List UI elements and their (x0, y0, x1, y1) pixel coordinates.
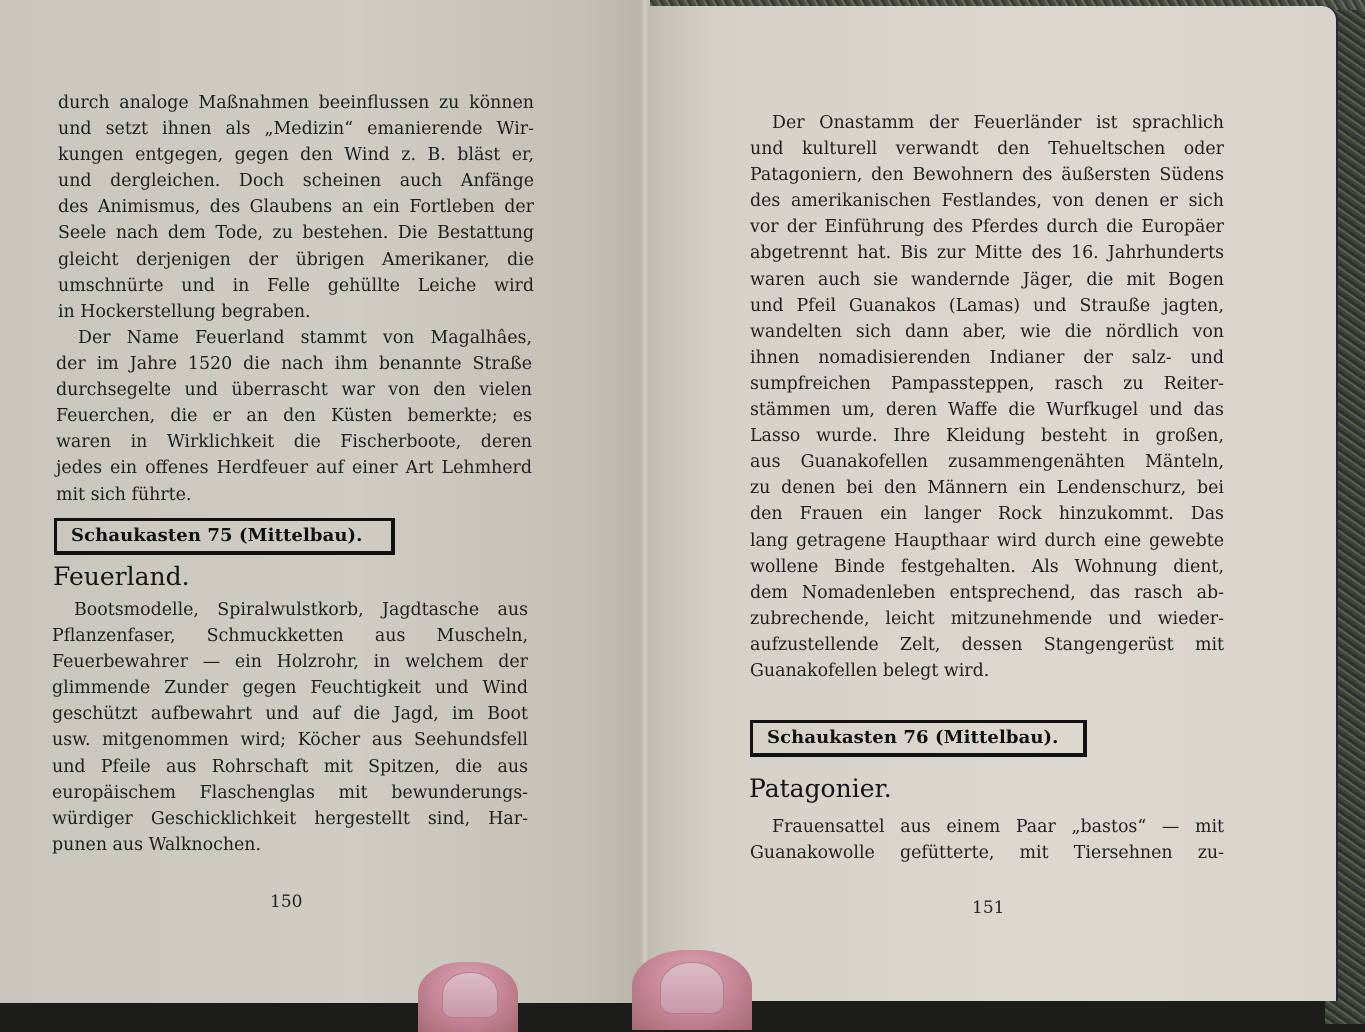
thumb-left (418, 962, 518, 1032)
text-line: usw. mitgenommen wird; Köcher aus Seehundsfell (52, 730, 528, 751)
left-page (0, 0, 646, 1003)
text-line: zu denen bei den Männern ein Lendenschurz, bei (750, 478, 1224, 499)
text-line: Der Name Feuerland stammt von Magalhâes, (78, 328, 532, 348)
text-line: geschützt aufbewahrt und auf die Jagd, im Boot (52, 704, 528, 725)
text-line: stämmen um, deren Waffe die Wurfkugel und das (750, 400, 1224, 421)
thumbnail-left (442, 972, 498, 1018)
text-line: durch analoge Maßnahmen beeinflussen zu können (58, 93, 534, 113)
left-paragraph-3 (52, 597, 528, 858)
text-line: Pflanzenfaser, Schmuckketten aus Muscheln, (52, 626, 528, 647)
text-line: gleicht derjenigen der übrigen Amerikaner, die (58, 249, 534, 270)
exhibit-case-heading: Schaukasten 75 (Mittelbau). (54, 518, 395, 555)
thumb-right (632, 950, 752, 1030)
text-line: abgetrennt hat. Bis zur Mitte des 16. Jahrhunderts (750, 243, 1224, 264)
text-line: waren auch sie wandernde Jäger, die mit Bogen (750, 269, 1224, 290)
text-line: mit sich führte. (56, 484, 192, 505)
text-line: und Pfeil Guanakos (Lamas) und Strauße jagten, (750, 295, 1224, 316)
text-line: und setzt ihnen als „Medizin“ emanierende Wir- (58, 119, 534, 140)
text-line: des Animismus, des Glaubens an ein Fortleben der (58, 197, 534, 218)
text-line: zubrechende, leicht mitzunehmende und wieder- (750, 608, 1224, 629)
page-number: 150 (270, 892, 303, 912)
text-line: und Pfeile aus Rohrschaft mit Spitzen, die aus (52, 756, 528, 777)
text-line: in Hockerstellung begraben. (58, 301, 311, 322)
text-line: der im Jahre 1520 die nach ihm benannte Straße (56, 354, 532, 375)
text-line: lang getragene Haupthaar wird durch eine gewebte (750, 530, 1224, 551)
text-line: glimmende Zunder gegen Feuchtigkeit und Wind (52, 678, 528, 699)
text-line: waren in Wirklichkeit die Fischerboote, deren (56, 432, 532, 453)
text-line: Der Onastamm der Feuerländer ist sprachlich (772, 113, 1224, 133)
text-line: vor der Einführung des Pferdes durch die Europäer (750, 217, 1224, 238)
thumbnail-right (660, 962, 724, 1014)
text-line: punen aus Walknochen. (52, 834, 262, 855)
exhibit-case-heading: Schaukasten 76 (Mittelbau). (750, 720, 1087, 757)
text-line: sumpfreichen Pampassteppen, rasch zu Reiter- (750, 373, 1224, 394)
text-line: Frauensattel aus einem Paar „bastos“ — mit (772, 817, 1224, 837)
text-line: kungen entgegen, gegen den Wind z. B. bläst er, (58, 145, 534, 166)
text-line: den Frauen ein langer Rock hinzukommt. Das (750, 504, 1224, 525)
text-line: des amerikanischen Festlandes, von denen er sich (750, 191, 1224, 212)
right-paragraph-2 (750, 814, 1224, 866)
section-title: Patagonier. (749, 774, 892, 803)
right-paragraph-1 (750, 110, 1224, 684)
text-line: dem Nomadenleben entsprechend, das rasch ab- (750, 582, 1224, 603)
text-line: europäischem Flaschenglas mit bewunderungs- (52, 782, 528, 803)
text-line: Feuerchen, die er an den Küsten bemerkte; es (56, 406, 532, 427)
text-line: aus Guanakofellen zusammengenähten Mänteln, (750, 452, 1224, 473)
page-number: 151 (972, 898, 1005, 918)
text-line: wollene Binde festgehalten. Als Wohnung dient, (750, 556, 1224, 577)
text-line: Lasso wurde. Ihre Kleidung besteht in großen, (750, 426, 1224, 447)
text-line: Guanakofellen belegt wird. (750, 660, 990, 681)
text-line: Bootsmodelle, Spiralwulstkorb, Jagdtasche aus (74, 600, 528, 620)
text-line: und dergleichen. Doch scheinen auch Anfänge (58, 171, 534, 192)
text-line: Feuerbewahrer — ein Holzrohr, in welchem der (52, 652, 528, 673)
text-line: umschnürte und in Felle gehüllte Leiche wird (58, 275, 534, 296)
text-line: wandelten sich dann aber, wie die nördlich von (750, 321, 1224, 342)
text-line: würdiger Geschicklichkeit hergestellt sind, Har- (52, 808, 528, 829)
text-line: jedes ein offenes Herdfeuer auf einer Art Lehmherd (56, 458, 532, 479)
right-page (646, 6, 1336, 1001)
left-paragraph-2 (56, 325, 532, 508)
book-gutter (640, 0, 650, 1003)
section-title: Feuerland. (53, 562, 190, 591)
text-line: Patagoniern, den Bewohnern des äußersten Südens (750, 165, 1224, 186)
left-paragraph-1 (58, 90, 534, 325)
text-line: Guanakowolle gefütterte, mit Tiersehnen zu- (750, 843, 1224, 864)
text-line: durchsegelte und überrascht war von den vielen (56, 380, 532, 401)
text-line: ihnen nomadisierenden Indianer der salz- und (750, 347, 1224, 368)
text-line: Seele nach dem Tode, zu bestehen. Die Bestattung (58, 223, 534, 244)
text-line: aufzustellende Zelt, dessen Stangengerüst mit (750, 634, 1224, 655)
text-line: und kulturell verwandt den Tehueltschen oder (750, 139, 1224, 160)
